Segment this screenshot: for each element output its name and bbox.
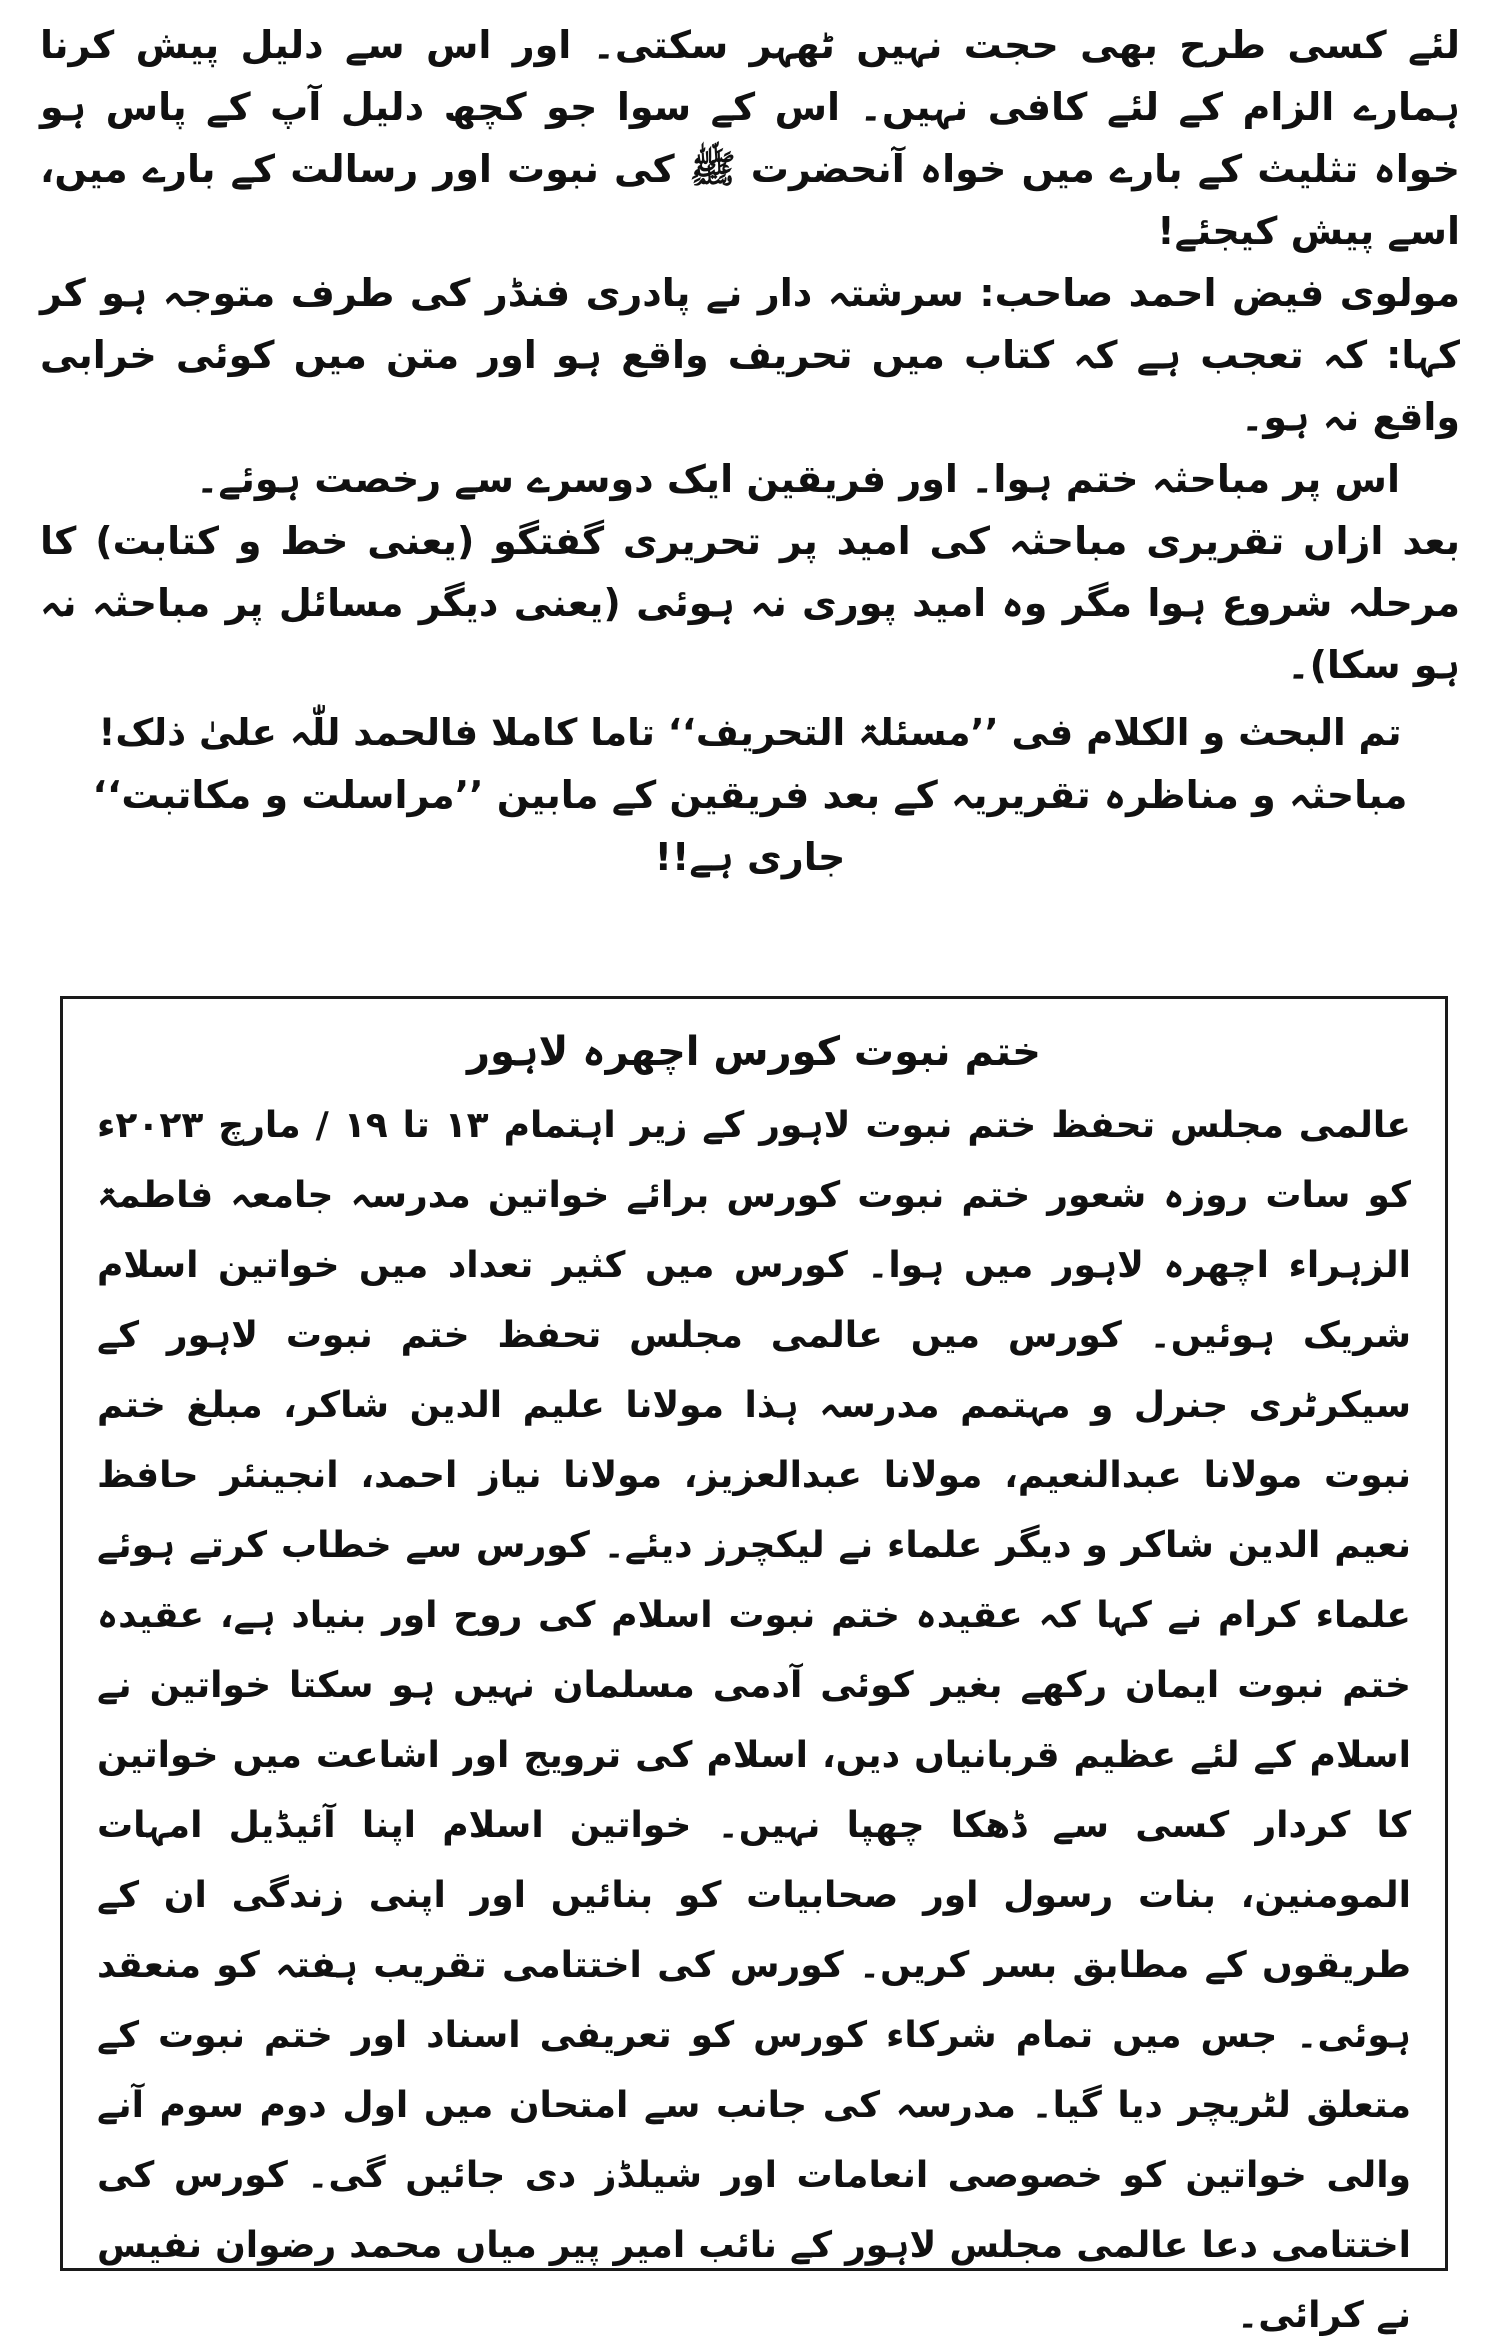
debate-text-section — [40, 14, 1460, 888]
news-box-title: ختم نبوت کورس اچھرہ لاہور — [466, 1029, 1041, 1075]
paragraph-correspondence-continues: مباحثہ و مناظرہ تقریریہ کے بعد فریقین کے مابین ’’مراسلت و مکاتبت‘‘ جاری ہے!! — [92, 773, 1408, 879]
paragraph-closing-argument: لئے کسی طرح بھی حجت نہیں ٹھہر سکتی۔ اور اس سے دلیل پیش کرنا ہمارے الزام کے لئے کافی نہیں۔ اس کے سوا جو کچھ دلیل آپ کے پاس ہو خواہ تثلیث کے بارے میں خواہ آنحضرت ﷺ کی نبوت اور رسالت کے بارے میں، اسے پیش کیجئے! — [40, 23, 1460, 253]
news-box — [60, 996, 1448, 2336]
paragraph-maulvi-faiz-ahmad: مولوی فیض احمد صاحب: سرشتہ دار نے پادری فنڈر کی طرف متوجہ ہو کر کہا: کہ تعجب ہے کہ کتاب میں تحریف واقع ہو اور متن میں کوئی خرابی واقع نہ ہو۔ — [40, 271, 1460, 439]
paragraph-written-correspondence: بعد ازاں تقریری مباحثہ کی امید پر تحریری گفتگو (یعنی خط و کتابت) کا مرحلہ شروع ہوا مگر وہ امید پوری نہ ہوئی (یعنی دیگر مسائل پر مباحثہ نہ ہو سکا)۔ — [40, 519, 1460, 687]
paragraph-arabic-conclusion: تم البحث و الکلام فی ’’مسئلۃ التحریف‘‘ تاما کاملا فالحمد للّٰہ علیٰ ذلک! — [98, 711, 1402, 754]
paragraph-debate-ended: اس پر مباحثہ ختم ہوا۔ اور فریقین ایک دوسرے سے رخصت ہوئے۔ — [196, 457, 1400, 501]
news-box-body: عالمی مجلس تحفظ ختم نبوت لاہور کے زیر اہتمام ۱۳ تا ۱۹ / مارچ ۲۰۲۳ء کو سات روزہ شعور ختم نبوت کورس برائے خواتین مدرسہ جامعہ فاطمۃ الزہراء اچھرہ لاہور میں ہوا۔ کورس میں کثیر تعداد میں خواتین اسلام شریک ہوئیں۔ کورس میں عالمی مجلس تحفظ ختم نبوت لاہور کے سیکرٹری جنرل و مہتمم مدرسہ ہذا مولانا علیم الدین شاکر، مبلغ ختم نبوت مولانا عبدالنعیم، مولانا عبدالعزیز، مولانا نیاز احمد، انجینئر حافظ نعیم الدین شاکر و دیگر علماء نے لیکچرز دیئے۔ کورس سے خطاب کرتے ہوئے علماء کرام نے کہا کہ عقیدہ ختم نبوت اسلام کی روح اور بنیاد ہے، عقیدہ ختم نبوت ایمان رکھے بغیر کوئی آدمی مسلمان نہیں ہو سکتا خواتین نے اسلام کے لئے عظیم قربانیاں دیں، اسلام کی ترویج اور اشاعت میں خواتین کا کردار کسی سے ڈھکا چھپا نہیں۔ خواتین اسلام اپنا آئیڈیل امہات المومنین، بنات رسول اور صحابیات کو بنائیں اور اپنی زندگی ان کے طریقوں کے مطابق بسر کریں۔ کورس کی اختتامی تقریب ہفتہ کو منعقد ہوئی۔ جس میں تمام شرکاء کورس کو تعریفی اسناد اور ختم نبوت کے متعلق لٹریچر دیا گیا۔ مدرسہ کی جانب سے امتحان میں اول دوم سوم آنے والی خواتین کو خصوصی انعامات اور شیلڈز دی جائیں گی۔ کورس کی اختتامی دعا عالمی مجلس لاہور کے نائب امیر پیر میاں محمد رضوان نفیس نے کرائی۔ — [97, 1105, 1411, 2336]
